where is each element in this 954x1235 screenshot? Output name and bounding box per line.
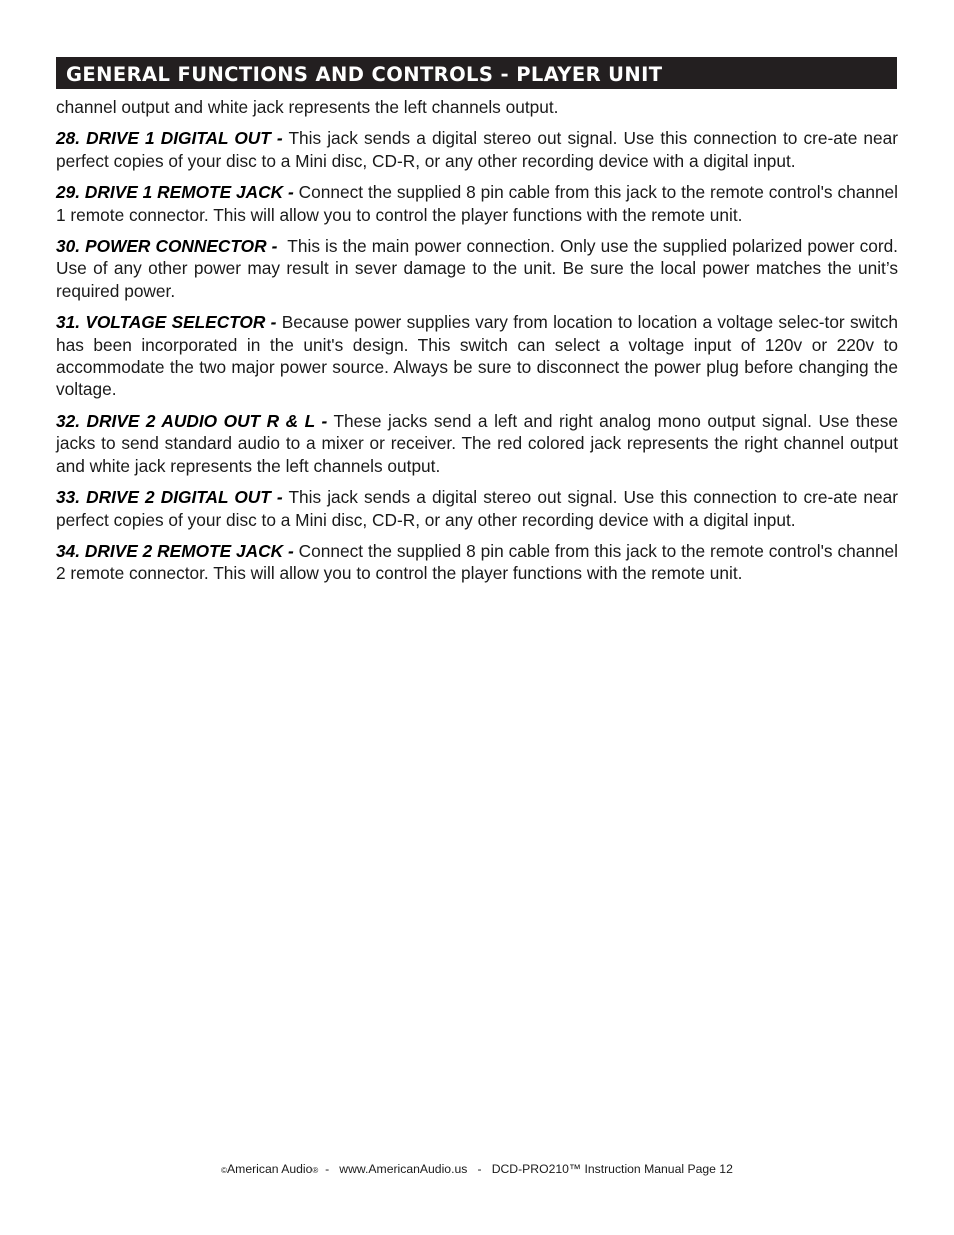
section-title: GENERAL FUNCTIONS AND CONTROLS - PLAYER UNIT [66, 63, 663, 87]
item-34-paragraph [56, 540, 898, 585]
item-32-paragraph [56, 410, 898, 477]
item-32-label: 32. DRIVE 2 AUDIO OUT R & L - [56, 410, 328, 431]
registered-symbol: ® [312, 1166, 319, 1175]
page-footer [0, 1162, 954, 1176]
item-34-label: 34. DRIVE 2 REMOTE JACK - [56, 540, 294, 561]
item-28-paragraph [56, 127, 898, 172]
copyright-symbol: © [221, 1166, 228, 1175]
item-29-text: Connect the supplied 8 pin cable from this jack to the remote control's channel 1 remote connector. This will allow you to control the player functions with the remote unit. [56, 182, 899, 225]
item-28-text: This jack sends a digital stereo out signal. Use this connection to cre-ate near perfect copies of your disc to a Mini disc, CD-R, or any other recording device with a digital input. [56, 128, 898, 171]
manual-content [56, 96, 903, 594]
item-33-text: This jack sends a digital stereo out signal. Use this connection to cre-ate near perfect copies of your disc to a Mini disc, CD-R, or any other recording device with a digital input. [56, 487, 898, 530]
item-31-text: Because power supplies vary from location to location a voltage selec-tor switch has been incorporated in the unit's design. This switch can select a voltage input of 120v or 220v to accommodate the two major power source. Always be sure to disconnect the power plug before changing the voltage. [56, 312, 898, 400]
item-30-text: This is the main power connection. Only use the supplied polarized power cord. Use of any other power may result in sever damage to the unit. Be sure the local power matches the unit’s required power. [56, 236, 903, 301]
item-29-label: 29. DRIVE 1 REMOTE JACK - [56, 182, 294, 203]
item-28-label: 28. DRIVE 1 DIGITAL OUT - [56, 128, 283, 149]
footer-brand: American Audio [227, 1162, 313, 1176]
item-33-label: 33. DRIVE 2 DIGITAL OUT - [56, 487, 283, 508]
intro-paragraph: channel output and white jack represents the left channels output. [56, 97, 559, 117]
item-30-label: 30. POWER CONNECTOR - [56, 236, 278, 257]
item-33-paragraph [56, 486, 898, 531]
section-header-bar [56, 57, 897, 89]
item-32-text: These jacks send a left and right analog mono output signal. Use these jacks to send standard audio to a mixer or receiver. The red colored jack represents the right channel output and white jack represents the left channels output. [56, 410, 898, 476]
item-31-paragraph [56, 311, 898, 401]
item-34-text: Connect the supplied 8 pin cable from this jack to the remote control's channel 2 remote connector. This will allow you to control the player functions with the remote unit. [56, 540, 899, 584]
item-29-paragraph [56, 181, 898, 226]
item-30-paragraph [56, 235, 903, 302]
item-31-label: 31. VOLTAGE SELECTOR - [56, 312, 277, 333]
footer-text: - www.AmericanAudio.us - DCD-PRO210™ Instruction Manual Page 12 [318, 1162, 733, 1176]
